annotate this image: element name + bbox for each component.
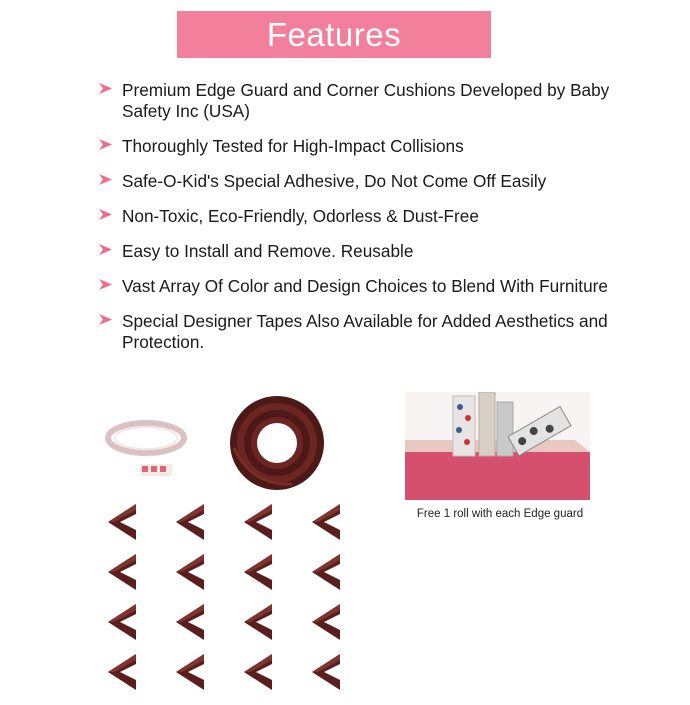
- corner-cushion-icon: [108, 654, 136, 690]
- feature-item: [98, 80, 618, 122]
- pink-arrow-icon: [98, 207, 113, 222]
- feature-text: Easy to Install and Remove. Reusable: [122, 241, 414, 261]
- corner-cushion-icon: [244, 504, 272, 540]
- corner-cushion-icon: [312, 504, 340, 540]
- corner-cushion-icon: [312, 604, 340, 640]
- feature-item: [98, 276, 618, 297]
- feature-list: [98, 80, 618, 367]
- corner-cushion-icon: [244, 654, 272, 690]
- feature-text: Safe-O-Kid's Special Adhesive, Do Not Come Off Easily: [122, 171, 547, 191]
- pink-arrow-icon: [98, 172, 113, 187]
- corner-cushion-icon: [176, 504, 204, 540]
- feature-item: [98, 206, 618, 227]
- corner-cushion-grid: [98, 498, 348, 700]
- corner-cushion-icon: [176, 554, 204, 590]
- features-banner: [177, 11, 491, 58]
- corner-cushion-icon: [312, 554, 340, 590]
- feature-text: Special Designer Tapes Also Available for Added Aesthetics and Protection.: [122, 311, 608, 352]
- edge-guard-roll-image: [222, 388, 332, 498]
- adhesive-tape-roll-image: [100, 410, 200, 485]
- pink-arrow-icon: [98, 277, 113, 292]
- corner-cushion-icon: [108, 504, 136, 540]
- pink-arrow-icon: [98, 242, 113, 257]
- feature-item: [98, 136, 618, 157]
- corner-cushion-icon: [312, 654, 340, 690]
- pink-arrow-icon: [98, 312, 113, 327]
- free-roll-caption: Free 1 roll with each Edge guard: [416, 508, 584, 520]
- feature-text: Vast Array Of Color and Design Choices to Blend With Furniture: [122, 276, 608, 296]
- feature-item: [98, 241, 618, 262]
- feature-item: [98, 311, 618, 353]
- corner-cushion-icon: [176, 604, 204, 640]
- corner-cushion-icon: [176, 654, 204, 690]
- corner-cushion-icon: [108, 554, 136, 590]
- corner-cushion-icon: [244, 604, 272, 640]
- feature-text: Premium Edge Guard and Corner Cushions Developed by Baby Safety Inc (USA): [122, 80, 610, 121]
- feature-text: Thoroughly Tested for High-Impact Collisions: [122, 136, 464, 156]
- designer-tapes-image: [405, 392, 590, 500]
- feature-text: Non-Toxic, Eco-Friendly, Odorless & Dust-Free: [122, 206, 479, 226]
- feature-item: [98, 171, 618, 192]
- corner-cushion-icon: [244, 554, 272, 590]
- corner-cushion-icon: [108, 604, 136, 640]
- features-title: Features: [266, 16, 402, 53]
- pink-arrow-icon: [98, 137, 113, 152]
- pink-arrow-icon: [98, 81, 113, 96]
